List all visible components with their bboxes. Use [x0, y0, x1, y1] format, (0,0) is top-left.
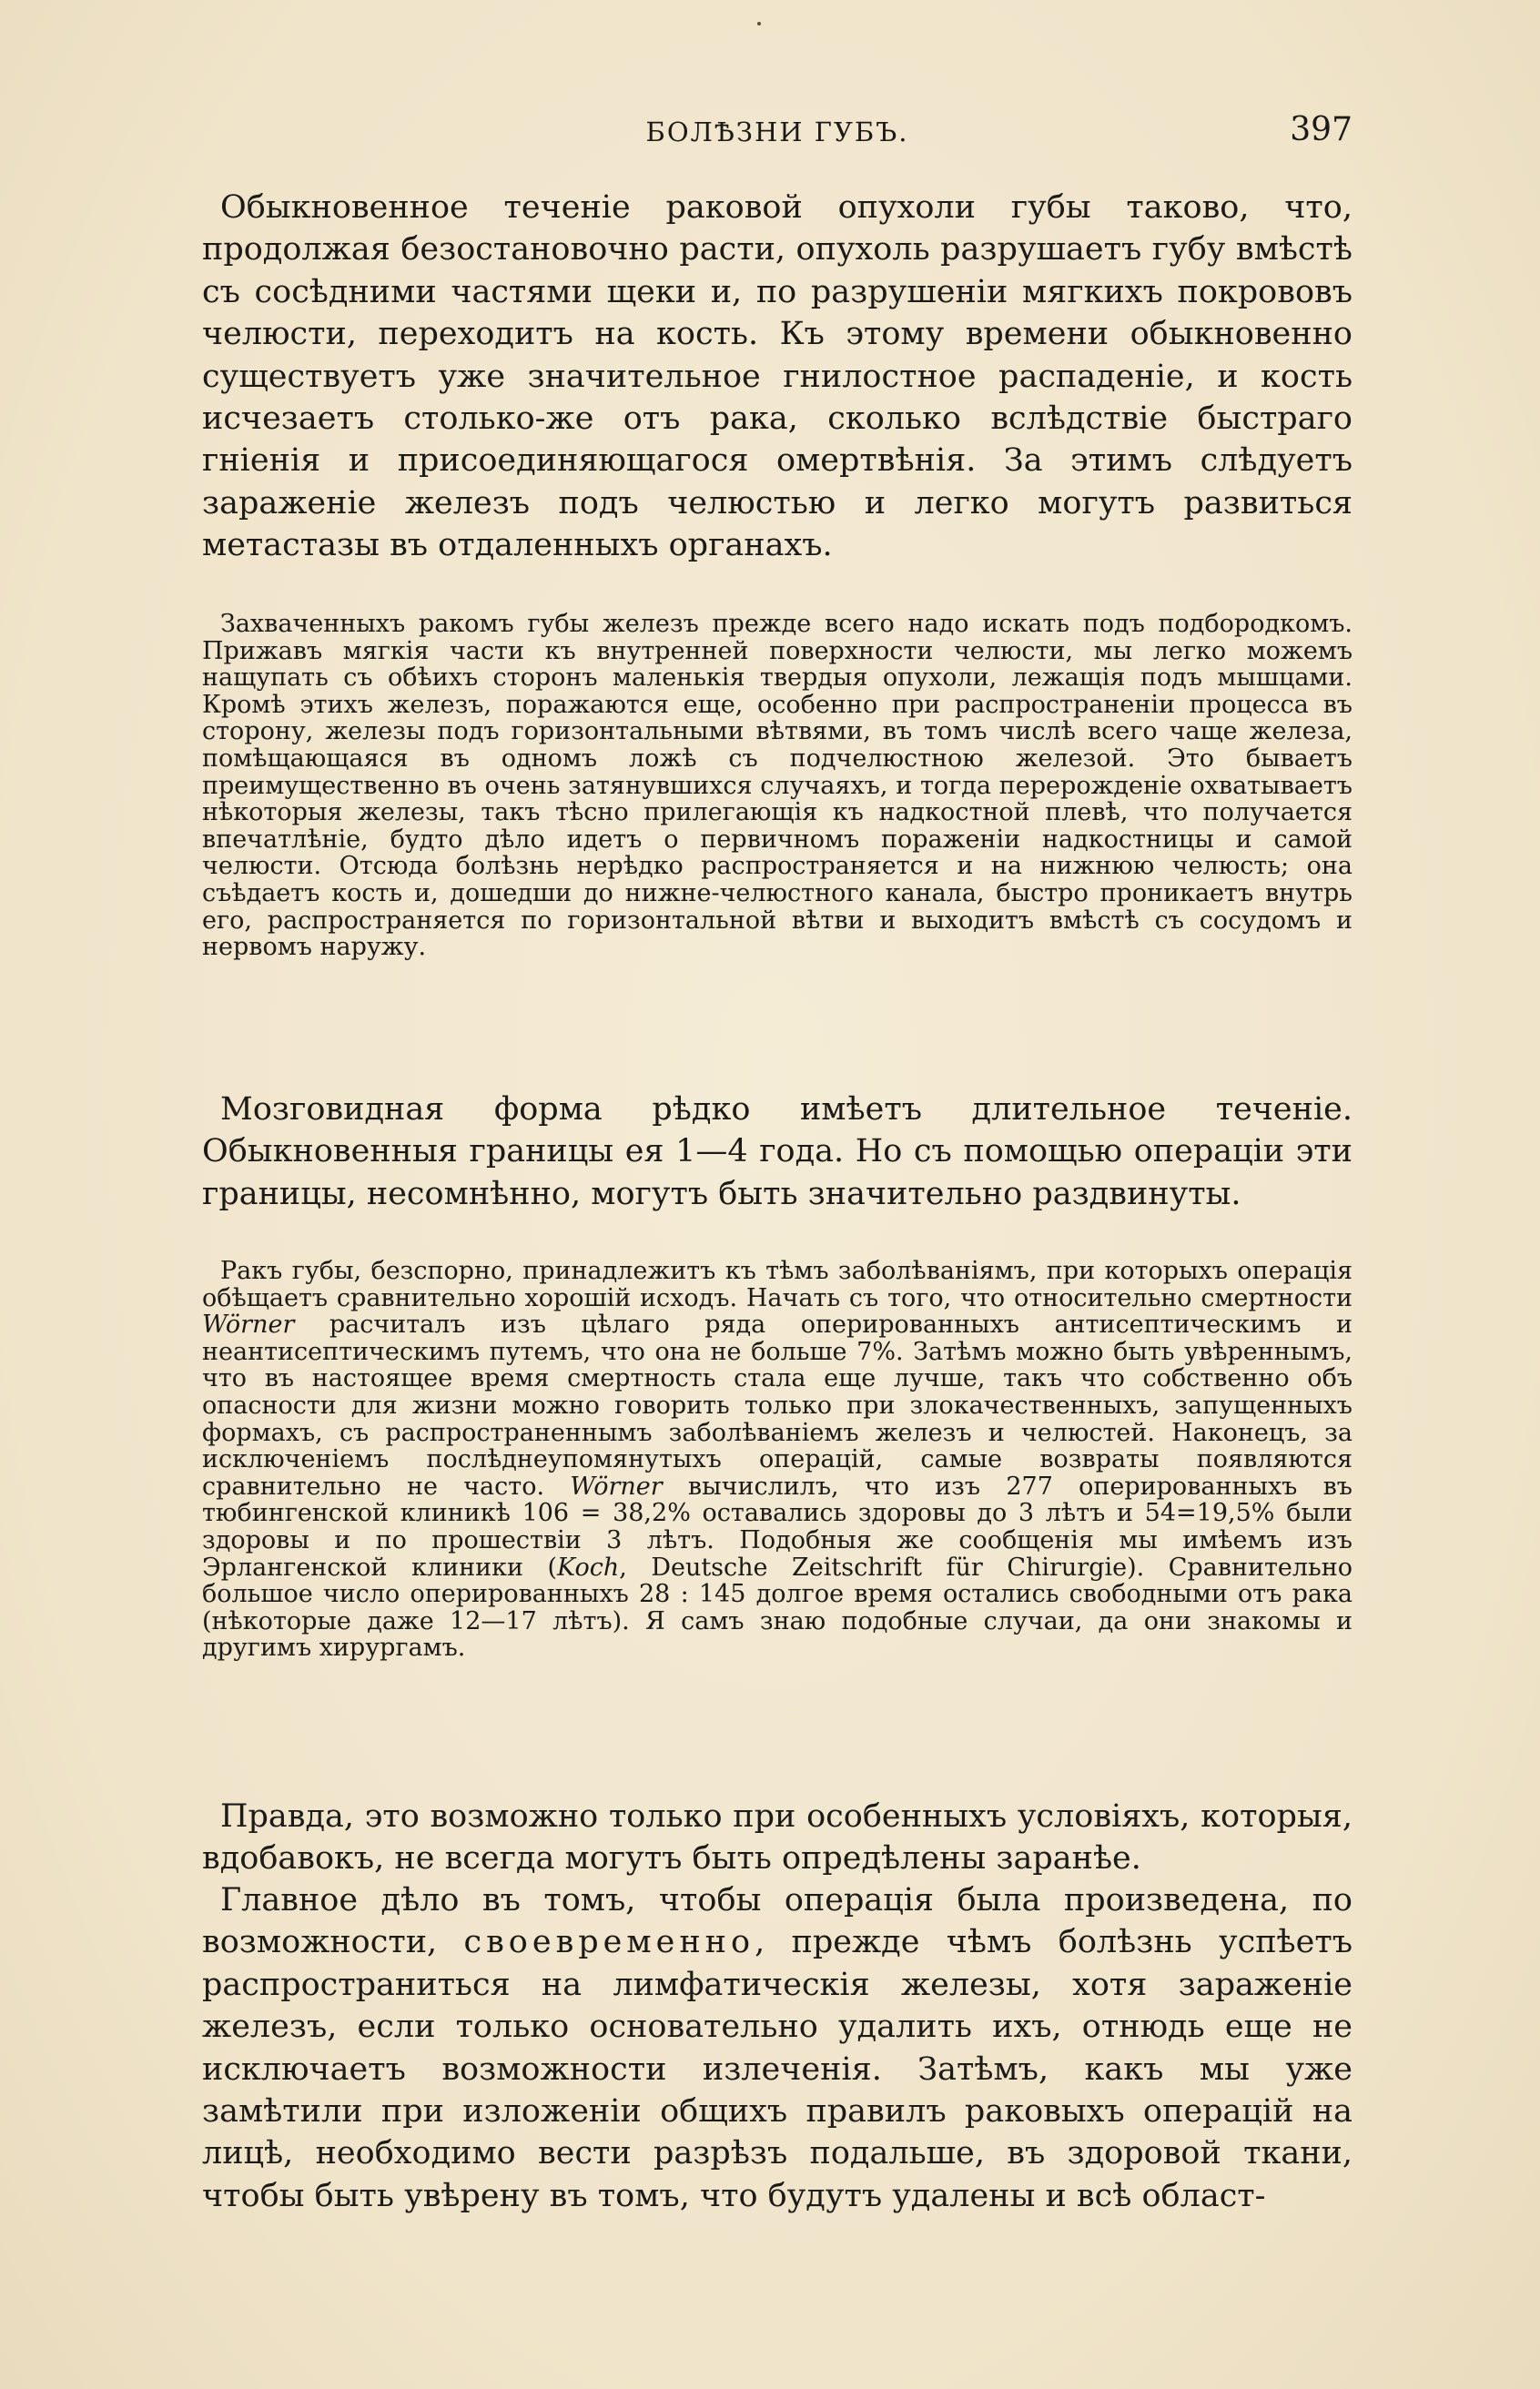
spaced-emphasis: своевременно [463, 1924, 755, 1961]
paragraph-conditions: Правда, это возможно только при особенныхъ условіяхъ, которыя, вдобавокъ, не всегда могутъ быть опредѣлены заранѣе. [202, 1798, 1353, 1878]
text-segment: , Deutsche Zeitschrift für Chirurgie). Сравнительно большое число оперированныхъ 28 : 145 долгое время остались свободными отъ рака (нѣкоторые даже 12—17 лѣтъ). Я самъ знаю подобные случаи, да они знакомы и другимъ хирургамъ. [202, 1553, 1353, 1663]
text-segment: , прежде чѣмъ болѣзнь успѣетъ распространиться на лимфатическія железы, хотя зараженіе железъ, если только основательно удалить ихъ, отнюдь еще не исключаетъ возможности излеченія. Затѣмъ, какъ мы уже замѣтили при изложеніи общихъ правилъ раковыхъ операцій на лицѣ, необходимо вести разрѣзъ подальше, въ здоровой ткани, чтобы быть увѣрену въ томъ, что будутъ удалены и всѣ област- [202, 1924, 1353, 2214]
page-number: 397 [1290, 111, 1353, 148]
running-title: БОЛѢЗНИ ГУБЪ. [645, 116, 909, 147]
ink-dot [757, 22, 761, 25]
author-name: Koch [557, 1553, 620, 1582]
author-name: Wörner [202, 1311, 295, 1340]
paragraph-lymph-nodes: Захваченныхъ ракомъ губы железъ прежде всего надо искать подъ подбородкомъ. Прижавъ мягкія части къ внутренней поверхности челюсти, мы легко можемъ нащупать съ обѣихъ сторонъ маленькія твердыя опухоли, лежащія подъ мышцами. Кромѣ этихъ железъ, поражаются еще, особенно при распространеніи процесса въ сторону, железы подъ горизонтальными вѣтвями, въ томъ числѣ всего чаще железа, помѣщающаяся въ одномъ ложѣ съ подчелюстною железой. Это бываетъ преимущественно въ очень затянувшихся случаяхъ, и тогда перерожденіе охватываетъ нѣкоторыя железы, такъ тѣсно прилегающія къ надкостной плевѣ, что получается впечатлѣніе, будто дѣло идетъ о первичномъ пораженіи надкостницы и самой челюсти. Отсюда болѣзнь нерѣдко распространяется и на нижнюю челюсть; она съѣдаетъ кость и, дошедши до нижне-челюстного канала, быстро проникаетъ внутрь его, распространяется по горизонтальной вѣтви и выходитъ вмѣстѣ съ сосудомъ и нервомъ наружу. [202, 610, 1353, 962]
paragraph-medullary-form: Мозговидная форма рѣдко имѣетъ длительное теченіе. Обыкновенныя границы ея 1—4 года. Но съ помощью операціи эти границы, несомнѣнно, могутъ быть значительно раздвинуты. [202, 1091, 1353, 1212]
paragraph-timely-operation [202, 1879, 1353, 2217]
paragraph-operation-statistics [202, 1258, 1353, 1662]
author-name: Wörner [570, 1472, 663, 1501]
page-header [202, 109, 1353, 155]
text-segment: вычислилъ, что изъ 277 оперированныхъ въ тюбингенской клиникѣ 106 = 38,2% оставались здоровы до 3 лѣтъ и 54=19,5% были здоровы и по прошествіи 3 лѣтъ. Подобныя же сообщенія мы имѣемъ изъ Эрлангенской клиники ( [202, 1472, 1353, 1582]
paragraph-course-of-tumor: Обыкновенное теченіе раковой опухоли губы таково, что, продолжая безостановочно расти, опухоль разрушаетъ губу вмѣстѣ съ сосѣдними частями щеки и, по разрушеніи мягкихъ покрововъ челюсти, переходитъ на кость. Къ этому времени обыкновенно существуетъ уже значительное гнилостное распаденіе, и кость исчезаетъ столько-же отъ рака, сколько вслѣдствіе быстраго гніенія и присоединяющагося омертвѣнія. За этимъ слѣдуетъ зараженіе железъ подъ челюстью и легко могутъ развиться метастазы въ отдаленныхъ органахъ. [202, 189, 1353, 564]
text-segment: расчиталъ изъ цѣлаго ряда оперированныхъ антисептическимъ и неантисептическимъ путемъ, что она не больше 7%. Затѣмъ можно быть увѣреннымъ, что въ настоящее время смертность стала еще лучше, такъ что собственно объ опасности для жизни можно говорить только при злокачественныхъ, запущенныхъ формахъ, съ распространеннымъ заболѣваніемъ железъ и челюстей. Наконецъ, за исключеніемъ послѣднеупомянутыхъ операцій, самые возвраты появляются сравнительно не часто. [202, 1311, 1353, 1501]
text-segment: Главное дѣло въ томъ, чтобы операція была произведена, по возможности, [202, 1882, 1353, 1961]
text-segment: Ракъ губы, безспорно, принадлежитъ къ тѣмъ заболѣваніямъ, при которыхъ операція обѣщаетъ сравнительно хорошій исходъ. Начать съ того, что относительно смертности [202, 1257, 1353, 1312]
